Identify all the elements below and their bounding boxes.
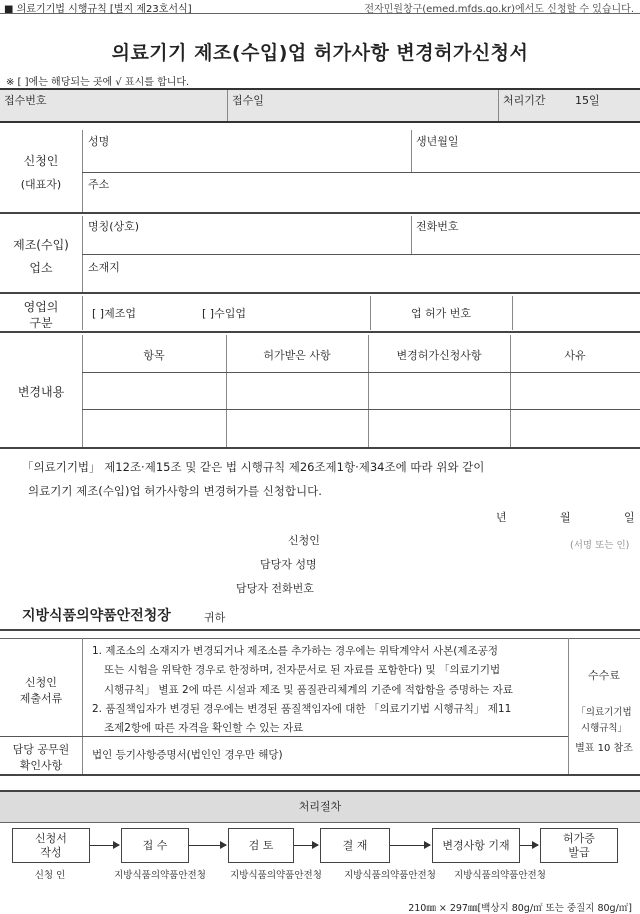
divider <box>498 90 499 121</box>
changes-header-item: 항목 <box>143 349 165 362</box>
applicant-section-sub: (대표자) <box>20 178 62 191</box>
divider <box>512 296 513 330</box>
applicant-section-label: 신청인 <box>23 154 59 168</box>
divider <box>227 90 228 121</box>
procedure-actor: 지방식품의약품안전청 <box>114 870 206 881</box>
step-receipt: 접 수 <box>121 828 189 863</box>
sign-note: (서명 또는 인) <box>570 540 630 551</box>
type-section-label-2: 구분 <box>29 316 53 330</box>
procedure-actor: 신청 인 <box>34 870 66 881</box>
official-content: 법인 등기사항증명서(법인인 경우만 해당) <box>92 749 283 761</box>
type-section-label: 영업의 <box>23 300 59 314</box>
statement-line-2: 의료기기 제조(수입)업 허가사항의 변경허가를 신청합니다. <box>28 484 322 498</box>
checkbox-note: ※ [ ]에는 해당되는 곳에 √ 표시를 합니다. <box>6 77 190 88</box>
manager-name-label: 담당자 성명 <box>260 558 317 571</box>
procedure-actor: 지방식품의약품안전청 <box>344 870 436 881</box>
business-section-label-2: 업소 <box>29 261 53 275</box>
business-section-label: 제조(수입) <box>13 238 69 252</box>
fee-line-2: 시행규칙」 <box>580 723 628 734</box>
receipt-date-label: 접수일 <box>232 94 264 107</box>
fee-line-3: 별표 10 참조 <box>575 743 633 754</box>
doc-item-1-line-1: 1. 제조소의 소재지가 변경되거나 제조소를 추가하는 경우에는 위탁계약서 사본(제조공정 <box>92 645 498 657</box>
divider <box>82 172 640 173</box>
business-name-label: 명칭(상호) <box>88 220 140 233</box>
changes-section-label: 변경내용 <box>17 385 65 399</box>
section-border <box>0 629 640 631</box>
page-title: 의료기기 제조(수입)업 허가사항 변경허가신청서 <box>111 42 529 64</box>
procedure-actor: 지방식품의약품안전청 <box>454 870 546 881</box>
date-month: 월 <box>560 511 571 524</box>
name-label: 성명 <box>88 135 110 148</box>
fee-label: 수수료 <box>588 669 620 682</box>
changes-header-reason: 사유 <box>564 349 586 362</box>
date-year: 년 <box>496 511 507 524</box>
section-border <box>0 292 640 294</box>
section-border <box>0 774 640 776</box>
addressee-office: 지방식품의약품안전청장 <box>22 608 171 624</box>
divider <box>82 638 83 774</box>
divider <box>82 130 83 212</box>
doc-item-1-line-3: 시행규칙」 별표 2에 따른 시설과 제조 및 품질관리체계의 기준에 적합함을 증명하는 자료 <box>104 684 513 696</box>
location-label: 소재지 <box>88 261 120 274</box>
processing-period-value: 15일 <box>575 94 600 107</box>
section-border <box>0 121 640 123</box>
divider <box>411 130 412 172</box>
importer-checkbox[interactable]: [ ]수입업 <box>202 307 246 320</box>
flow-arrow <box>189 845 226 846</box>
step-issue-license: 허가증 발급 <box>540 828 618 863</box>
receipt-number-label: 접수번호 <box>4 94 47 107</box>
date-day: 일 <box>624 511 635 524</box>
paper-spec: 210㎜ × 297㎜[백상지 80g/㎡ 또는 중질지 80g/㎡] <box>408 903 632 914</box>
applicant-signature-label: 신청인 <box>288 534 320 547</box>
section-border <box>0 212 640 214</box>
manager-phone-label: 담당자 전화번호 <box>236 582 314 595</box>
step-write-application: 신청서 작성 <box>12 828 90 863</box>
flow-arrow <box>90 845 119 846</box>
form-reference: ■ 의료기기법 시행규칙 [별지 제23호서식] <box>4 4 192 15</box>
divider <box>411 216 412 254</box>
header-divider <box>0 13 640 14</box>
statement-line-1: 「의료기기법」 제12조·제15조 및 같은 법 시행규칙 제26조제1항·제34조에 따라 위와 같이 <box>22 460 485 474</box>
doc-item-2-line-1: 2. 품질책임자가 변경된 경우에는 변경된 품질책임자에 대한 「의료기기법 시행규칙」 제11 <box>92 703 512 715</box>
address-label: 주소 <box>88 178 110 191</box>
fee-line-1: 「의료기기법 <box>576 707 632 718</box>
procedure-title: 처리절차 <box>298 800 342 813</box>
birth-date-label: 생년월일 <box>416 135 459 148</box>
divider <box>82 372 640 373</box>
section-border <box>0 331 640 333</box>
flow-arrow <box>294 845 318 846</box>
documents-label-2: 제출서류 <box>19 692 63 705</box>
doc-item-2-line-2: 조제2항에 따른 자격을 확인할 수 있는 자료 <box>104 722 304 734</box>
divider <box>0 736 568 737</box>
official-label: 담당 공무원 <box>12 743 70 756</box>
flow-arrow <box>520 845 538 846</box>
step-record-changes: 변경사항 기재 <box>432 828 520 863</box>
divider <box>82 409 640 410</box>
flow-arrow <box>390 845 430 846</box>
documents-label: 신청인 <box>25 676 57 689</box>
addressee-suffix: 귀하 <box>204 611 226 624</box>
online-note: 전자민원창구(emed.mfds.go.kr)에서도 신청할 수 있습니다. <box>364 4 634 15</box>
procedure-actor: 지방식품의약품안전청 <box>230 870 322 881</box>
step-approval: 결 재 <box>320 828 390 863</box>
doc-item-1-line-2: 또는 시험을 위탁한 경우로 한정하며, 전자문서로 된 자료를 포함한다) 및 「의료기기법 <box>104 664 501 676</box>
phone-label: 전화번호 <box>416 220 459 233</box>
divider <box>82 296 83 330</box>
section-border <box>0 447 640 449</box>
processing-period-label: 처리기간 <box>503 94 546 107</box>
step-review: 검 토 <box>228 828 294 863</box>
changes-header-approved: 허가받은 사항 <box>263 349 331 362</box>
divider <box>82 254 640 255</box>
manufacturer-checkbox[interactable]: [ ]제조업 <box>92 307 136 320</box>
changes-header-requested: 변경허가신청사항 <box>396 349 482 362</box>
official-label-2: 확인사항 <box>19 759 63 772</box>
divider <box>0 638 640 639</box>
license-number-label: 업 허가 번호 <box>410 307 472 320</box>
